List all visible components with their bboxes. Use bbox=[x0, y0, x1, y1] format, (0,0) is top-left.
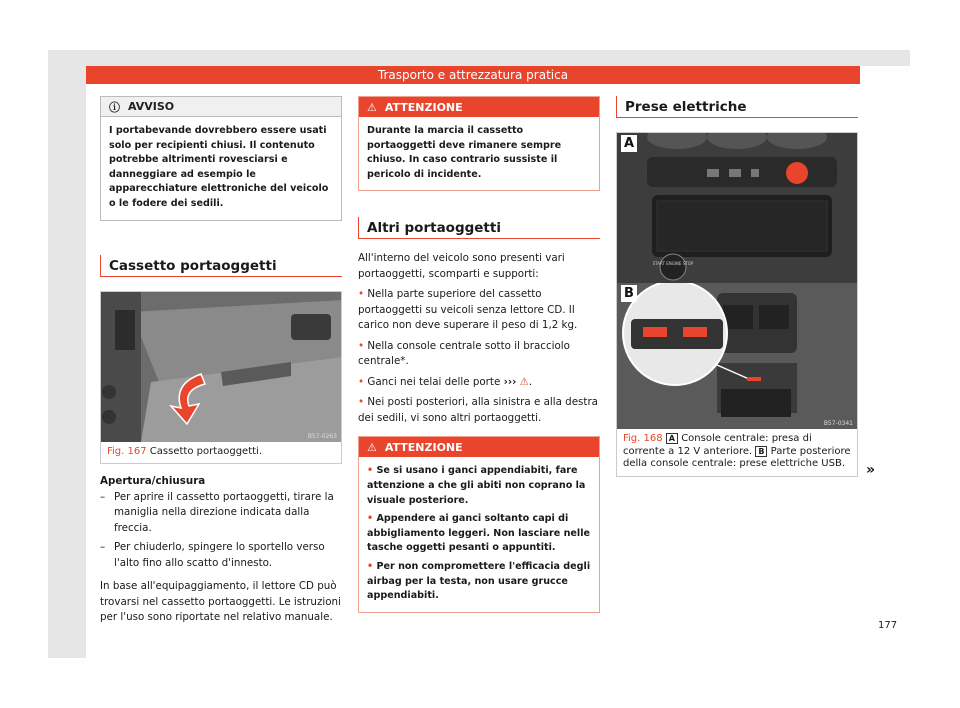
subhead-apertura: Apertura/chiusura bbox=[100, 475, 206, 488]
chapter-header: Trasporto e attrezzatura pratica bbox=[86, 66, 860, 84]
console-front-photo bbox=[617, 133, 857, 283]
photo-label-a: A bbox=[621, 135, 637, 152]
ref-end: . bbox=[528, 375, 533, 388]
photo-label-b: B bbox=[621, 285, 637, 302]
avviso-box bbox=[100, 96, 342, 221]
page-number: 177 bbox=[878, 620, 898, 631]
warning-bullet-1 bbox=[367, 464, 591, 508]
intro-text: All'interno del veicolo sono presenti vari portaoggetti, scomparti e supporti: bbox=[358, 252, 565, 280]
bullet-marker: • bbox=[358, 375, 365, 388]
dash-item-1 bbox=[100, 490, 342, 537]
figure-caption-text: Cassetto portaoggetti. bbox=[149, 445, 263, 457]
figure-caption bbox=[101, 442, 341, 464]
bullet-text: Nella parte superiore del cassetto portaoggetti su veicoli senza lettore CD. Il carico non deve superare il peso di 1,2 kg. bbox=[358, 288, 578, 332]
figure-167 bbox=[100, 291, 342, 465]
dash-text: Per aprire il cassetto portaoggetti, tirare la maniglia nella direzione indicata dalla freccia. bbox=[114, 490, 334, 534]
label-a-marker: A bbox=[666, 433, 678, 444]
avviso-label: AVVISO bbox=[128, 100, 175, 113]
bullet-marker: • bbox=[367, 465, 374, 477]
warning-bullet-2 bbox=[367, 512, 591, 556]
bullet-item-1 bbox=[358, 287, 600, 334]
cross-reference-arrows[interactable]: ››› bbox=[503, 375, 517, 388]
warning-bullet-text: Per non compromettere l'efficacia degli airbag per la testa, non usare grucce appendiabiti. bbox=[367, 560, 591, 602]
label-b-marker: B bbox=[755, 446, 767, 457]
section-title-prese: Prese elettriche bbox=[616, 96, 858, 118]
avviso-text: I portabevande dovrebbero essere usati solo per recipienti chiusi. Il contenuto potrebbe altrimenti rovesciarsi e danneggiare ad esempio le apparecchiature elettroniche del veicolo o le fodere dei sedili. bbox=[109, 125, 329, 209]
dash-text: Per chiuderlo, spingere lo sportello verso l'alto fino allo scatto d'innesto. bbox=[114, 541, 325, 569]
warning-triangle-icon: ⚠ bbox=[367, 100, 377, 114]
warning-header bbox=[359, 437, 599, 457]
glovebox-photo bbox=[101, 292, 341, 442]
warning-body bbox=[359, 457, 599, 611]
bullet-marker: • bbox=[358, 339, 365, 352]
caption-b-text: Parte posteriore della console centrale: prese elettriche USB. bbox=[623, 445, 851, 469]
warning-label: ATTENZIONE bbox=[384, 440, 463, 454]
dash-item-2 bbox=[100, 540, 342, 571]
figure-number: Fig. 167 bbox=[107, 445, 147, 457]
figure-number: Fig. 168 bbox=[623, 433, 663, 444]
warning-text: Durante la marcia il cassetto portaoggetti deve rimanere sempre chiuso. In caso contrario sussiste il pericolo di incidente. bbox=[367, 125, 562, 180]
dash-marker: – bbox=[100, 541, 106, 554]
avviso-header bbox=[101, 97, 341, 117]
bullet-text: Nella console centrale sotto il bracciolo centrale*. bbox=[358, 339, 570, 368]
warning-bullet-3 bbox=[367, 560, 591, 604]
warning-triangle-icon: ⚠ bbox=[519, 375, 529, 388]
column-3 bbox=[616, 96, 858, 477]
console-rear-illustration bbox=[617, 283, 857, 429]
paragraph-cd: In base all'equipaggiamento, il lettore CD può trovarsi nel cassetto portaoggetti. Le istruzioni per l'uso sono riportate nel relativo manuale. bbox=[100, 580, 341, 624]
bullet-marker: • bbox=[358, 288, 365, 301]
section-title-altri: Altri portaoggetti bbox=[358, 217, 600, 239]
column-2 bbox=[358, 96, 600, 613]
bullet-item-3 bbox=[358, 375, 600, 391]
engine-start-text: START ENGINE STOP bbox=[652, 261, 694, 266]
figure-168 bbox=[616, 132, 858, 477]
dash-marker: – bbox=[100, 490, 106, 503]
section-title-cassetto: Cassetto portaoggetti bbox=[100, 255, 342, 277]
bullet-marker: • bbox=[367, 560, 374, 572]
continue-mark: » bbox=[866, 462, 876, 478]
bullet-marker: • bbox=[367, 513, 374, 525]
bullet-text: Nei posti posteriori, alla sinistra e alla destra dei sedili, vi sono altri portaoggetti. bbox=[358, 396, 598, 424]
console-front-illustration bbox=[617, 133, 857, 283]
figure-caption bbox=[617, 429, 857, 476]
warning-box-2 bbox=[358, 436, 600, 612]
bullet-text: Ganci nei telai delle porte bbox=[367, 375, 501, 388]
caption-a-text: Console centrale: presa di corrente a 12 V anteriore. bbox=[623, 433, 812, 457]
warning-box-1 bbox=[358, 96, 600, 191]
warning-label: ATTENZIONE bbox=[384, 100, 463, 114]
bullet-marker: • bbox=[358, 396, 365, 409]
info-icon: ⓘ bbox=[109, 100, 120, 114]
console-rear-photo bbox=[617, 283, 857, 429]
figure-code: B57-0341 bbox=[823, 420, 853, 427]
warning-bullet-text: Appendere ai ganci soltanto capi di abbigliamento leggeri. Non lasciare nelle tasche oggetti pesanti o appuntiti. bbox=[367, 513, 591, 554]
bullet-item-2 bbox=[358, 339, 600, 370]
bullet-item-4 bbox=[358, 395, 600, 426]
glovebox-illustration bbox=[101, 292, 341, 442]
warning-bullet-text: Se si usano i ganci appendiabiti, fare attenzione a che gli abiti non coprano la visuale posteriore. bbox=[367, 465, 586, 506]
warning-triangle-icon: ⚠ bbox=[367, 440, 377, 454]
figure-code: B57-0263 bbox=[307, 432, 337, 440]
warning-header bbox=[359, 97, 599, 117]
column-1 bbox=[100, 96, 342, 626]
